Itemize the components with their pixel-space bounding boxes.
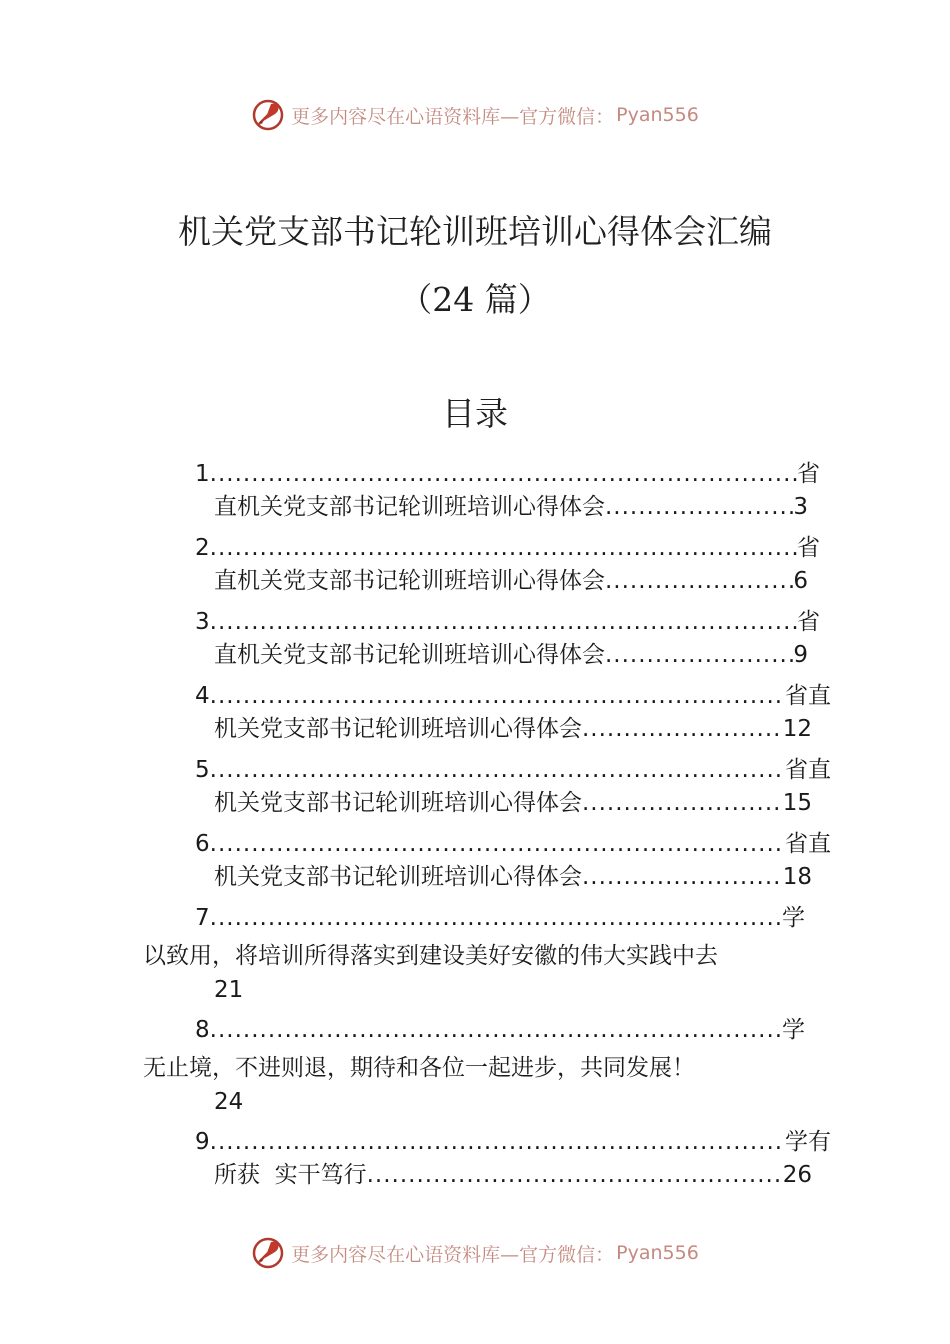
wechat-id: Pyan556 [616, 104, 699, 126]
toc-entry-head: 省 [797, 461, 820, 487]
toc-entry-7[interactable] [195, 902, 805, 934]
footer-banner [0, 1233, 950, 1273]
dot-leader [210, 606, 797, 638]
toc-entry-7-page: 21 [214, 977, 244, 1003]
toc-entry-page: 15 [782, 790, 812, 816]
toc-entry-number: 5 [195, 757, 210, 783]
toc-entry-number: 6 [195, 831, 210, 857]
toc-entry-number: 2 [195, 535, 210, 561]
dot-leader [210, 458, 797, 490]
toc-entry-title: 机关党支部书记轮训班培训心得体会 [214, 864, 582, 890]
dot-leader [210, 754, 785, 786]
dot-leader [582, 861, 783, 893]
toc-heading: 目录 [442, 394, 508, 433]
toc-entry-page: 3 [793, 494, 808, 520]
dot-leader [367, 1159, 783, 1191]
wechat-id: Pyan556 [616, 1242, 699, 1264]
toc-entry-page: 6 [793, 568, 808, 594]
toc-entry-2-cont[interactable] [214, 565, 808, 597]
toc-entry-number: 8 [195, 1017, 210, 1043]
document-title: 机关党支部书记轮训班培训心得体会汇编 [178, 212, 772, 251]
dot-leader [582, 713, 783, 745]
dot-leader [605, 491, 793, 523]
toc-entry-number: 4 [195, 683, 210, 709]
toc-entry-8-page: 24 [214, 1089, 244, 1115]
toc-entry-4[interactable] [195, 680, 831, 712]
toc-entry-title: 机关党支部书记轮训班培训心得体会 [214, 790, 582, 816]
dot-leader [605, 565, 793, 597]
header-banner [0, 95, 950, 135]
toc-entry-title: 直机关党支部书记轮训班培训心得体会 [214, 642, 605, 668]
document-count: （24 篇） [399, 280, 551, 319]
toc-entry-head: 学有 [785, 1129, 831, 1155]
dot-leader [210, 680, 785, 712]
toc-entry-number: 7 [195, 905, 210, 931]
toc-entry-9[interactable] [195, 1126, 831, 1158]
toc-entry-8[interactable] [195, 1014, 805, 1046]
toc-entry-number: 1 [195, 461, 210, 487]
toc-entry-title: 所获 实干笃行 [214, 1162, 367, 1188]
toc-entry-page: 12 [782, 716, 812, 742]
toc-entry-title: 直机关党支部书记轮训班培训心得体会 [214, 568, 605, 594]
toc-entry-number: 9 [195, 1129, 210, 1155]
toc-entry-1-cont[interactable] [214, 491, 808, 523]
toc-entry-number: 3 [195, 609, 210, 635]
toc-entry-page: 9 [793, 642, 808, 668]
dot-leader [210, 902, 782, 934]
dot-leader [210, 1014, 782, 1046]
toc-entry-page: 18 [782, 864, 812, 890]
toc-entry-8-title[interactable]: 无止境，不进则退，期待和各位一起进步，共同发展！ [143, 1055, 695, 1081]
toc-entry-head: 省直 [785, 831, 831, 857]
toc-entry-title: 直机关党支部书记轮训班培训心得体会 [214, 494, 605, 520]
toc-entry-title: 机关党支部书记轮训班培训心得体会 [214, 716, 582, 742]
dot-leader [210, 1126, 785, 1158]
toc-entry-3[interactable] [195, 606, 820, 638]
toc-entry-5[interactable] [195, 754, 831, 786]
toc-entry-6[interactable] [195, 828, 831, 860]
dot-leader [582, 787, 783, 819]
toc-entry-4-cont[interactable] [214, 713, 812, 745]
quill-logo-icon [251, 98, 285, 132]
dot-leader [210, 532, 797, 564]
toc-entry-head: 省 [797, 609, 820, 635]
toc-entry-head: 省直 [785, 757, 831, 783]
toc-entry-head: 学 [782, 905, 805, 931]
toc-entry-page: 26 [782, 1162, 812, 1188]
toc-entry-5-cont[interactable] [214, 787, 812, 819]
banner-text: 更多内容尽在心语资料库—官方微信： [291, 1243, 615, 1266]
toc-entry-9-cont[interactable] [214, 1159, 812, 1191]
toc-entry-7-title[interactable]: 以致用，将培训所得落实到建设美好安徽的伟大实践中去 [143, 943, 718, 969]
toc-entry-head: 省直 [785, 683, 831, 709]
dot-leader [210, 828, 785, 860]
toc-entry-1[interactable] [195, 458, 820, 490]
toc-entry-head: 学 [782, 1017, 805, 1043]
quill-logo-icon [251, 1236, 285, 1270]
toc-entry-6-cont[interactable] [214, 861, 812, 893]
dot-leader [605, 639, 793, 671]
toc-entry-head: 省 [797, 535, 820, 561]
banner-text: 更多内容尽在心语资料库—官方微信： [291, 105, 615, 128]
toc-entry-2[interactable] [195, 532, 820, 564]
toc-entry-3-cont[interactable] [214, 639, 808, 671]
